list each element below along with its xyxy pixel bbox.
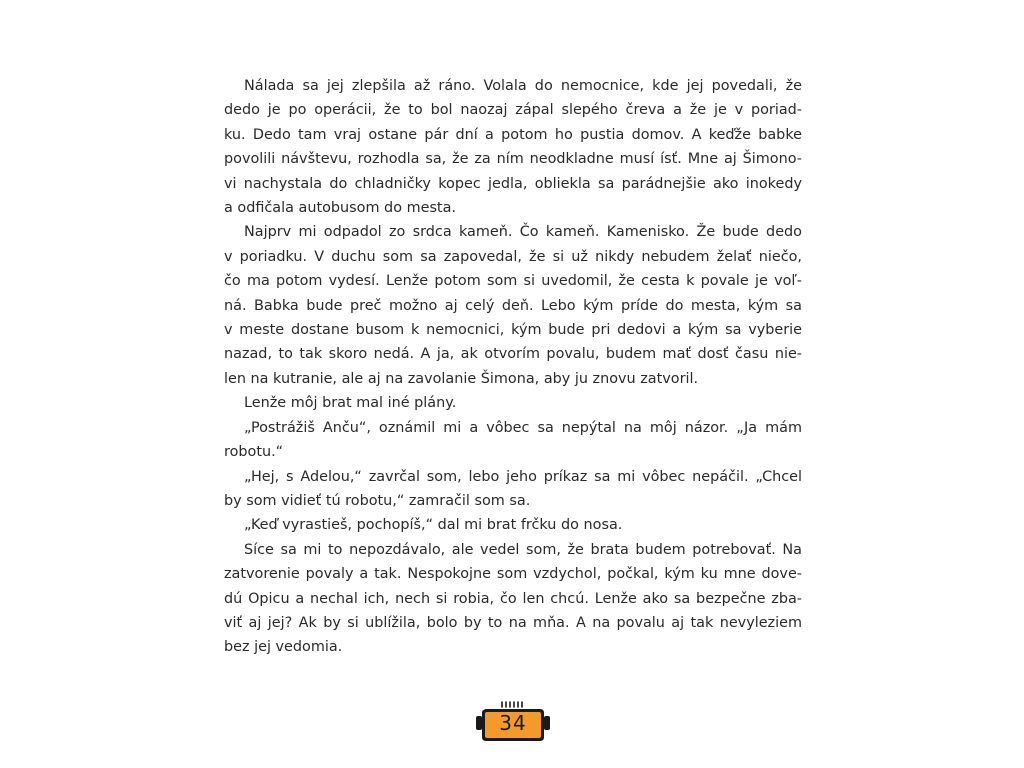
text-line: vi nachystala do chladničky kopec jedla, obliekla sa parádnejšie ako inokedy <box>224 175 802 192</box>
paragraph <box>224 513 802 537</box>
text-line: Najprv mi odpadol zo srdca kameň. Čo kameň. Kamenisko. Že bude dedo <box>244 224 802 241</box>
text-line: zatvorenie povaly a tak. Nespokojne som vzdychol, počkal, kým ku mne dove- <box>224 566 802 583</box>
paragraph <box>224 416 802 465</box>
text-line: v poriadku. V duchu som sa zapovedal, že si už nikdy nebudem želať niečo, <box>224 248 802 265</box>
text-line: robotu.“ <box>224 444 284 461</box>
paragraph <box>224 538 802 660</box>
text-line: povolili návštevu, rozhodla sa, že za ním neodkladne musí ísť. Mne aj Šimono- <box>224 151 802 168</box>
page-text <box>224 74 802 660</box>
page-number-badge <box>474 700 552 746</box>
text-line: Nálada sa jej zlepšila až ráno. Volala do nemocnice, kde jej povedali, že <box>244 78 802 94</box>
text-line: by som vidieť tú robotu,“ zamračil som sa. <box>224 492 531 509</box>
text-line: „Hej, s Adelou,“ zavrčal som, lebo jeho príkaz sa mi vôbec nepáčil. „Chcel <box>244 468 802 485</box>
text-line: Síce sa mi to nepozdávalo, ale vedel som, že brata budem potrebovať. Na <box>244 541 802 558</box>
text-line: a odfičala autobusom do mesta. <box>224 200 456 217</box>
text-line: dú Opicu a nechal ich, nech si robia, čo len chcú. Lenže ako sa bezpečne zba- <box>224 590 802 607</box>
text-line: Lenže môj brat mal iné plány. <box>244 395 457 412</box>
text-line: bez jej vedomia. <box>224 639 343 656</box>
text-line: v meste dostane busom k nemocnici, kým bude pri dedovi a kým sa vyberie <box>224 322 802 339</box>
text-line: viť aj jej? Ak by si ublížila, bolo by to na mňa. A na povalu aj tak nevyleziem <box>224 614 802 631</box>
text-line: ná. Babka bude preč možno aj celý deň. Lebo kým príde do mesta, kým sa <box>224 297 802 314</box>
paragraph <box>224 220 802 391</box>
text-line: čo ma potom vydesí. Lenže potom som si uvedomil, že cesta k povale je voľ- <box>224 273 802 290</box>
paragraph <box>224 465 802 514</box>
text-line: nazad, to tak skoro nedá. A ja, ak otvorím povalu, budem mať dosť času nie- <box>224 346 802 363</box>
text-line: len na kutranie, ale aj na zavolanie Šimona, aby ju znovu zatvoril. <box>224 370 699 387</box>
text-line: ku. Dedo tam vraj ostane pár dní a potom ho pustia domov. A keďže babke <box>224 126 802 143</box>
page-number: 34 <box>499 711 527 735</box>
paragraph <box>224 391 802 415</box>
text-line: „Keď vyrastieš, pochopíš,“ dal mi brat frčku do nosa. <box>244 517 623 534</box>
text-line: „Postrážiš Anču“, oznámil mi a vôbec sa nepýtal na môj názor. „Ja mám <box>244 419 802 436</box>
text-line: dedo je po operácii, že to bol naozaj zápal slepého čreva a že je v poriad- <box>224 102 802 119</box>
paragraph <box>224 74 802 220</box>
